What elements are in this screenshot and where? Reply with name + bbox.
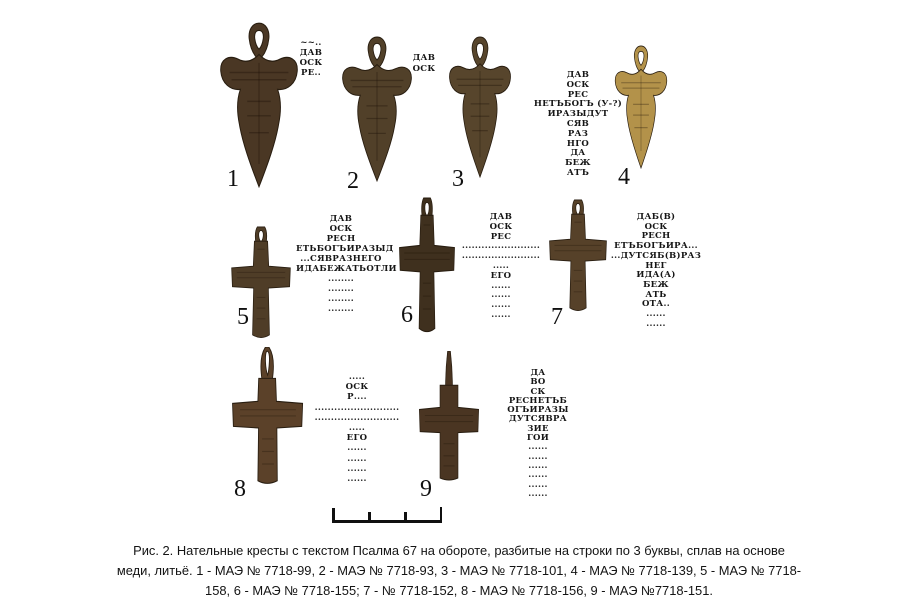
- caption-line: меди, литьё. 1 - МАЭ № 7718-99, 2 - МАЭ № 7718-93, 3 - МАЭ № 7718-101, 4 - МАЭ № 7718-139, 5 - МАЭ № 7718-: [116, 563, 802, 578]
- transcription-line: ..........................: [314, 402, 400, 413]
- transcription-line: БЕЖ: [643, 279, 669, 290]
- inscription-transcription-4: [533, 71, 623, 179]
- transcription-line: РЕ..: [301, 68, 321, 78]
- transcription-line: ОСК: [566, 79, 590, 90]
- transcription-line: ГОИ: [526, 433, 550, 444]
- transcription-line: .....: [492, 260, 510, 271]
- transcription-line: ДА: [530, 368, 546, 378]
- cross-photo-icon: [418, 351, 480, 482]
- figure-number-2: 2: [347, 168, 359, 194]
- inscription-transcription-9: [493, 369, 583, 499]
- transcription-line: ......: [347, 474, 367, 485]
- transcription-line: ДАБ(В): [636, 212, 676, 222]
- transcription-line: ........: [327, 304, 355, 314]
- transcription-line: Р....: [347, 392, 367, 403]
- cross-photo-icon: [230, 347, 306, 487]
- transcription-line: АТЬ: [645, 289, 667, 300]
- cross-photo-icon: [441, 36, 519, 178]
- transcription-line: ......: [528, 470, 548, 481]
- figure-number-3: 3: [452, 166, 464, 192]
- transcription-line: ДАВ: [412, 53, 436, 63]
- caption-line: 158, 6 - МАЭ № 7718-155; 7 - № 7718-152, 8 - МАЭ № 7718-156, 9 - МАЭ №7718-151.: [205, 583, 713, 598]
- transcription-line: РЕСН: [326, 234, 356, 244]
- transcription-line: .....: [348, 372, 366, 382]
- cross-artifact-9: [418, 351, 480, 482]
- transcription-line: ИДАБЕЖАТЬОТЛИ: [296, 264, 397, 274]
- transcription-line: ......: [528, 442, 548, 453]
- transcription-line: НГО: [566, 138, 590, 149]
- transcription-line: ...ДУТСЯБ(В)РАЗ: [610, 250, 702, 261]
- transcription-line: НЕТЪБОГЪ (У-?): [533, 99, 623, 110]
- transcription-line: НЕГ: [645, 260, 667, 271]
- inscription-transcription-6: [455, 213, 547, 321]
- transcription-line: ......: [528, 479, 548, 490]
- transcription-line: .....: [348, 423, 366, 434]
- transcription-line: ......: [491, 280, 511, 291]
- transcription-line: ОСК: [489, 221, 513, 232]
- transcription-line: ......: [491, 309, 511, 320]
- transcription-line: СЯВ: [566, 118, 590, 129]
- inscription-transcription-7: [610, 213, 702, 329]
- transcription-line: БЕЖ: [565, 158, 591, 169]
- transcription-line: ......: [347, 463, 367, 474]
- transcription-line: ........................: [461, 251, 541, 262]
- scale-bar-tick: [332, 508, 335, 523]
- transcription-line: ЕТЪБОГЪИРА...: [614, 241, 698, 252]
- transcription-line: ИРАЗЫДУТ: [547, 109, 609, 120]
- transcription-line: ИДА(А): [636, 270, 676, 281]
- inscription-transcription-8: [312, 372, 402, 484]
- transcription-line: ОСК: [345, 382, 369, 393]
- cross-artifact-3: [441, 36, 519, 178]
- transcription-line: ОСК: [299, 58, 323, 68]
- transcription-line: РЕС: [567, 89, 589, 100]
- transcription-line: ДАВ: [299, 48, 323, 58]
- transcription-line: РЕСНЕТЪБ: [508, 395, 568, 406]
- transcription-line: ОТА..: [641, 299, 671, 310]
- transcription-line: ......: [491, 300, 511, 311]
- caption-line: Рис. 2. Нательные кресты с текстом Псалма 67 на обороте, разбитые на строки по 3 буквы, сплав на основе: [133, 543, 785, 558]
- cross-artifact-7: [546, 199, 610, 315]
- transcription-line: ......: [491, 290, 511, 301]
- figure-number-9: 9: [420, 476, 432, 502]
- transcription-line: ОСК: [644, 221, 668, 232]
- figure-number-5: 5: [237, 304, 249, 330]
- scale-bar-line: [332, 520, 442, 523]
- transcription-line: ЗИЕ: [527, 423, 549, 434]
- transcription-line: ОСК: [329, 224, 353, 234]
- transcription-line: ВО: [530, 377, 546, 388]
- transcription-line: ~~..: [300, 38, 322, 48]
- transcription-line: ДАВ: [489, 212, 513, 222]
- scale-bar-tick: [440, 507, 443, 523]
- transcription-line: ДАВ: [329, 214, 353, 224]
- transcription-line: ........: [327, 294, 355, 304]
- figure-caption: [109, 541, 809, 601]
- transcription-line: ......: [347, 443, 367, 454]
- inscription-transcription-5: [296, 214, 397, 314]
- transcription-line: ДА: [570, 148, 586, 159]
- transcription-line: ЕГО: [490, 270, 512, 281]
- transcription-line: АТЪ: [566, 167, 590, 178]
- transcription-line: РЕС: [490, 231, 512, 242]
- cross-artifact-8: [230, 347, 306, 487]
- transcription-line: РАЗ: [567, 128, 589, 139]
- figure-number-8: 8: [234, 476, 246, 502]
- transcription-line: ОСК: [412, 64, 436, 74]
- transcription-line: ЕТЬБОГЪИРАЗЫД: [296, 244, 394, 254]
- transcription-line: ......: [347, 453, 367, 464]
- transcription-line: ......: [528, 488, 548, 499]
- transcription-line: ......: [528, 451, 548, 462]
- cross-photo-icon: [546, 199, 610, 315]
- transcription-line: ......: [646, 318, 666, 329]
- transcription-line: ......: [646, 309, 666, 320]
- transcription-line: ........: [327, 274, 355, 284]
- inscription-transcription-1: [292, 38, 330, 78]
- transcription-line: РЕСН: [641, 231, 671, 242]
- scale-bar-tick: [368, 512, 371, 523]
- transcription-line: ОГЪИРАЗЫ: [507, 405, 569, 416]
- scale-bar-tick: [404, 512, 407, 523]
- transcription-line: ...СЯВРАЗНЕГО: [300, 254, 382, 264]
- transcription-line: СК: [530, 386, 546, 397]
- transcription-line: ЕГО: [346, 433, 368, 444]
- transcription-line: ДУТСЯВРА: [509, 414, 567, 425]
- transcription-line: ........................: [461, 241, 541, 252]
- transcription-line: ..........................: [314, 412, 400, 423]
- inscription-transcription-2: [404, 53, 444, 75]
- figure-number-6: 6: [401, 302, 413, 328]
- scale-bar: [332, 506, 442, 523]
- transcription-line: ......: [528, 460, 548, 471]
- transcription-line: ДАВ: [566, 70, 590, 80]
- figure-number-1: 1: [227, 166, 239, 192]
- transcription-line: ........: [327, 284, 355, 294]
- figure-number-4: 4: [618, 164, 630, 190]
- figure-number-7: 7: [551, 304, 563, 330]
